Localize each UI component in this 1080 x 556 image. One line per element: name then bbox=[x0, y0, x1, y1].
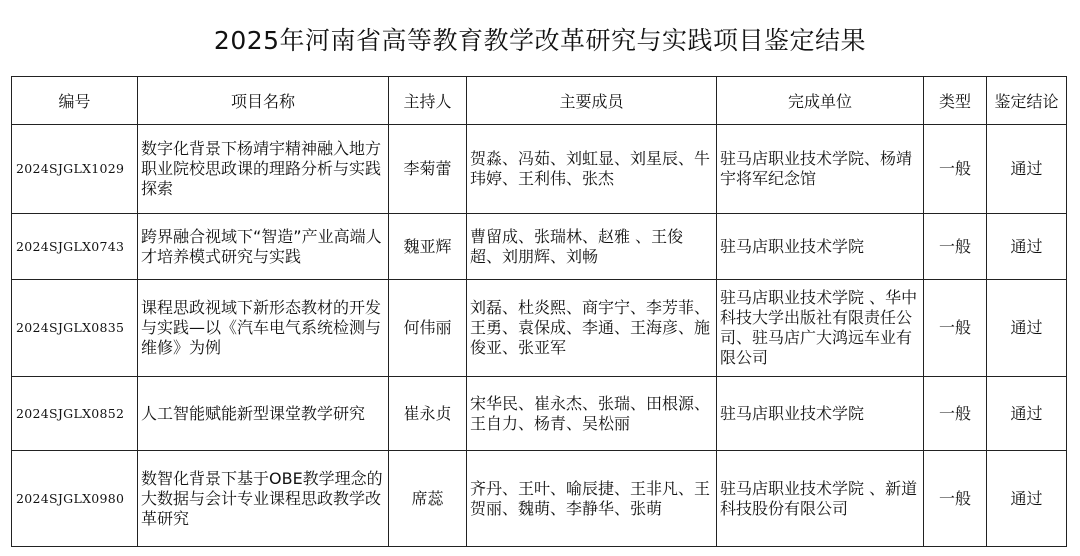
results-table bbox=[11, 76, 1067, 547]
cell-type: 一般 bbox=[924, 377, 987, 451]
cell-code: 2024SJGLX1029 bbox=[12, 125, 138, 214]
cell-unit: 驻马店职业技术学院 bbox=[717, 214, 924, 280]
cell-type: 一般 bbox=[924, 451, 987, 547]
cell-unit: 驻马店职业技术学院 、华中科技大学出版社有限责任公司、驻马店广大鸿远车业有限公司 bbox=[717, 280, 924, 377]
header-host: 主持人 bbox=[389, 77, 467, 125]
cell-members: 曹留成、张瑞林、赵雅 、王俊超、刘朋辉、刘畅 bbox=[467, 214, 717, 280]
cell-host: 何伟丽 bbox=[389, 280, 467, 377]
cell-result: 通过 bbox=[987, 451, 1067, 547]
cell-project-name: 数字化背景下杨靖宇精神融入地方职业院校思政课的理路分析与实践探索 bbox=[138, 125, 389, 214]
header-type: 类型 bbox=[924, 77, 987, 125]
header-unit: 完成单位 bbox=[717, 77, 924, 125]
table-row bbox=[12, 451, 1067, 547]
cell-result: 通过 bbox=[987, 214, 1067, 280]
cell-project-name: 跨界融合视域下“智造”产业高端人才培养模式研究与实践 bbox=[138, 214, 389, 280]
cell-code: 2024SJGLX0743 bbox=[12, 214, 138, 280]
cell-type: 一般 bbox=[924, 125, 987, 214]
header-result: 鉴定结论 bbox=[987, 77, 1067, 125]
table-row bbox=[12, 214, 1067, 280]
cell-host: 席蕊 bbox=[389, 451, 467, 547]
cell-unit: 驻马店职业技术学院 bbox=[717, 377, 924, 451]
cell-members: 齐丹、王叶、喻辰捷、王非凡、王贺丽、魏萌、李静华、张萌 bbox=[467, 451, 717, 547]
cell-code: 2024SJGLX0980 bbox=[12, 451, 138, 547]
cell-type: 一般 bbox=[924, 280, 987, 377]
cell-project-name: 人工智能赋能新型课堂教学研究 bbox=[138, 377, 389, 451]
cell-unit: 驻马店职业技术学院、杨靖宇将军纪念馆 bbox=[717, 125, 924, 214]
cell-host: 魏亚辉 bbox=[389, 214, 467, 280]
cell-type: 一般 bbox=[924, 214, 987, 280]
cell-result: 通过 bbox=[987, 125, 1067, 214]
table-row bbox=[12, 125, 1067, 214]
cell-project-name: 数智化背景下基于OBE教学理念的大数据与会计专业课程思政教学改革研究 bbox=[138, 451, 389, 547]
table-row bbox=[12, 377, 1067, 451]
table-header-row bbox=[12, 77, 1067, 125]
cell-code: 2024SJGLX0852 bbox=[12, 377, 138, 451]
cell-project-name: 课程思政视域下新形态教材的开发与实践—以《汽车电气系统检测与维修》为例 bbox=[138, 280, 389, 377]
cell-host: 崔永贞 bbox=[389, 377, 467, 451]
cell-code: 2024SJGLX0835 bbox=[12, 280, 138, 377]
cell-members: 刘磊、杜炎熙、商宇宁、李芳菲、王勇、袁保成、李通、王海彦、施俊亚、张亚军 bbox=[467, 280, 717, 377]
cell-result: 通过 bbox=[987, 280, 1067, 377]
cell-unit: 驻马店职业技术学院 、新道科技股份有限公司 bbox=[717, 451, 924, 547]
cell-host: 李菊蕾 bbox=[389, 125, 467, 214]
cell-result: 通过 bbox=[987, 377, 1067, 451]
cell-members: 贺淼、冯茹、刘虹显、刘星辰、牛玮婷、王利伟、张杰 bbox=[467, 125, 717, 214]
header-code: 编号 bbox=[12, 77, 138, 125]
table-row bbox=[12, 280, 1067, 377]
header-name: 项目名称 bbox=[138, 77, 389, 125]
header-members: 主要成员 bbox=[467, 77, 717, 125]
page-title: 2025年河南省高等教育教学改革研究与实践项目鉴定结果 bbox=[213, 26, 867, 55]
cell-members: 宋华民、崔永杰、张瑞、田根源、王自力、杨青、吴松丽 bbox=[467, 377, 717, 451]
